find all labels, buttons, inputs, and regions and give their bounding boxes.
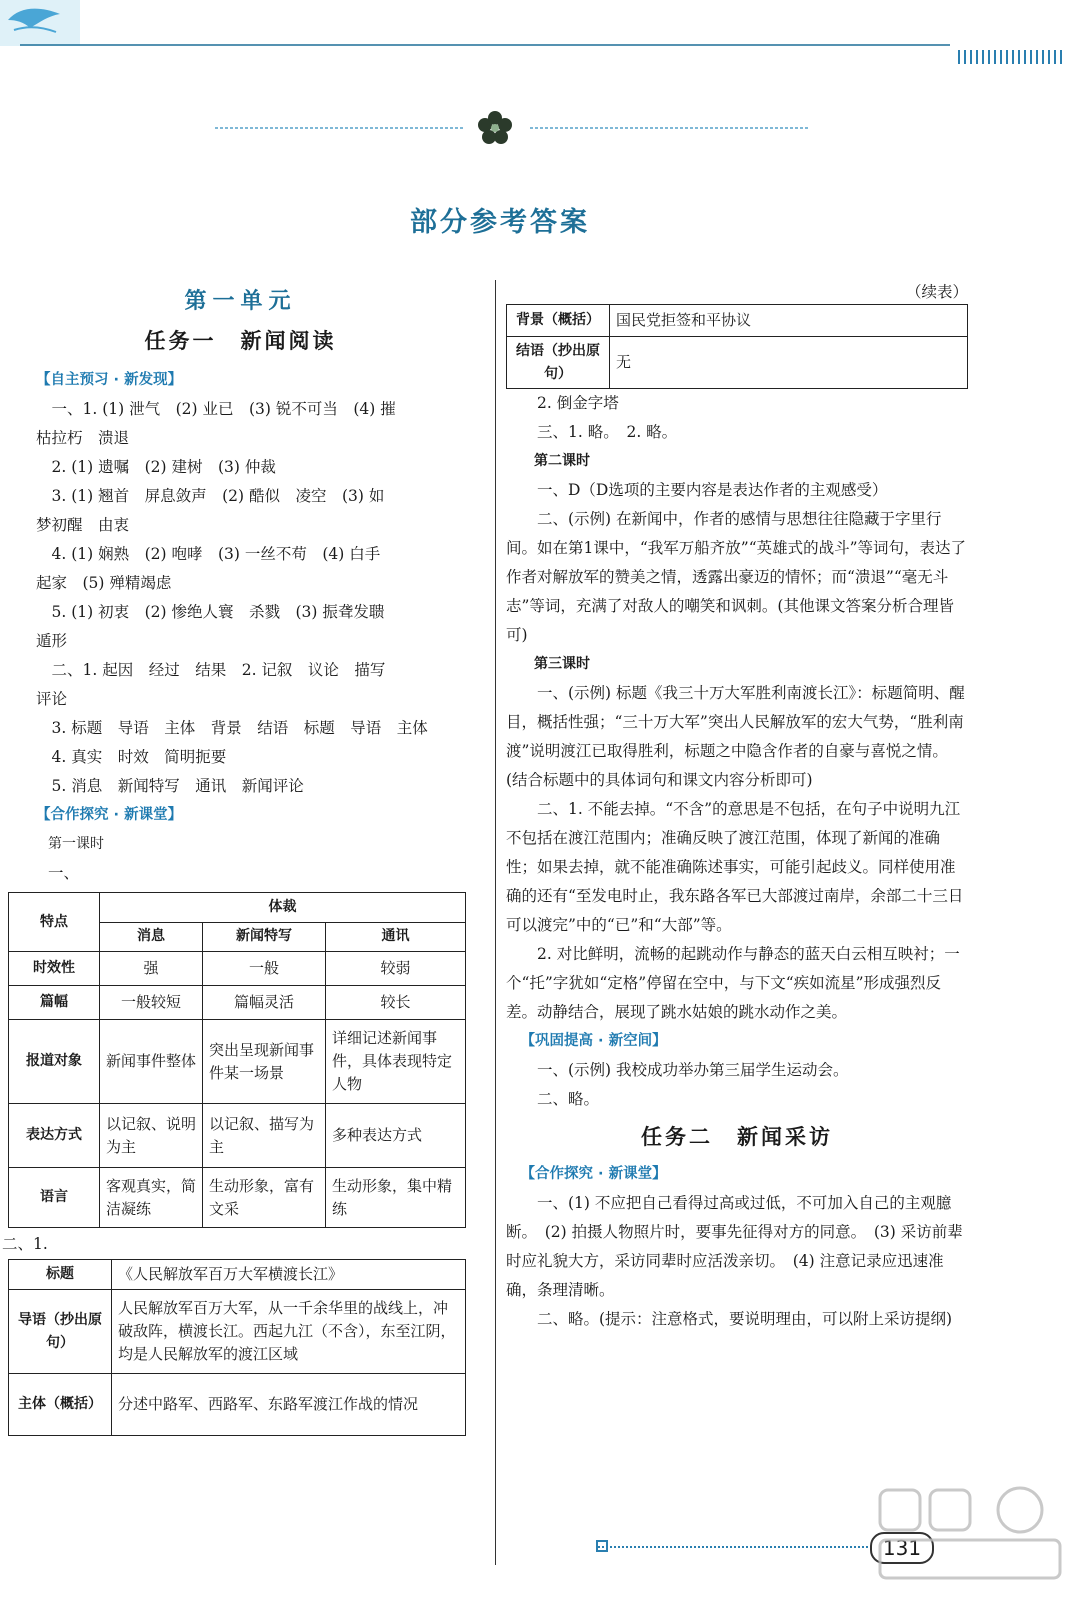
lesson-label: 第三课时	[534, 656, 590, 672]
watermark-logo-icon	[870, 1478, 1070, 1588]
row-label: 报道对象	[9, 1020, 100, 1104]
title-ornament-icon	[210, 108, 820, 148]
footer-dotted-line	[598, 1546, 868, 1548]
row-label: 篇幅	[9, 986, 100, 1020]
answer-line: 2. (1) 遗嘱 (2) 建树 (3) 仲裁	[51, 458, 276, 476]
table-cell: 客观真实，简洁凝练	[100, 1168, 203, 1228]
answer-line: 4. 真实 时效 简明扼要	[51, 748, 227, 766]
answer-line: 一、(示例) 我校成功举办第三届学生运动会。	[537, 1061, 849, 1079]
table-cell: 篇幅灵活	[203, 986, 326, 1020]
answer-line: 梦初醒 由衷	[36, 516, 130, 534]
table-row	[9, 1374, 466, 1436]
answer-line: 5. (1) 初衷 (2) 惨绝人寰 杀戮 (3) 振聋发聩	[51, 603, 385, 621]
answer-line: 评论	[36, 690, 68, 708]
answer-paragraph: 一、(示例) 标题《我三十万大军胜利南渡长江》：标题简明、醒目，概括性强；“三十万大军”突出人民解放军的宏大气势，“胜利南渡”说明渡江已取得胜利，标题之中隐含作者的自豪与喜悦之情。(结合标题中的具体词句和课文内容分析即可)	[506, 684, 965, 789]
table-cell: 详细记述新闻事件，具体表现特定人物	[326, 1020, 466, 1104]
table-group-header: 体裁	[100, 893, 466, 923]
section-heading: 【合作探究 · 新课堂】	[520, 1166, 667, 1182]
table-cell: 新闻事件整体	[100, 1020, 203, 1104]
row-label: 时效性	[9, 952, 100, 986]
lesson-label: 第二课时	[534, 453, 590, 469]
answer-line: 二、1. 起因 经过 结果 2. 记叙 议论 描写	[51, 661, 386, 679]
question-label: 一、	[48, 864, 80, 882]
row-label: 主体（概括）	[9, 1374, 112, 1436]
answer-line: 一、1. (1) 泄气 (2) 业已 (3) 锐不可当 (4) 摧	[51, 400, 396, 418]
table-cell: 以记叙、描写为主	[203, 1104, 326, 1168]
table-corner: 特点	[9, 893, 100, 952]
table-cell: 强	[100, 952, 203, 986]
header-band	[0, 0, 1074, 80]
answer-line: 3. 标题 导语 主体 背景 结语 标题 导语 主体	[51, 719, 428, 737]
page-title: 部分参考答案	[410, 207, 590, 238]
lesson-label: 第一课时	[48, 836, 104, 852]
unit-title: 第一单元	[184, 288, 297, 314]
answer-line: 2. 倒金字塔	[537, 394, 619, 412]
answer-paragraph: 二、(示例) 在新闻中，作者的感情与思想往往隐藏于字里行间。如在第1课中，“我军万船齐放”“英雄式的战斗”等词句，表达了作者对解放军的赞美之情，透露出豪迈的情怀；而“溃退”“毫无斗志”等词，充满了对敌人的嘲笑和讽刺。(其他课文答案分析合理皆可)	[506, 510, 967, 644]
row-label: 表达方式	[9, 1104, 100, 1168]
preview-answers	[8, 395, 473, 801]
row-label: 导语（抄出原句）	[9, 1290, 112, 1374]
answer-line: 遁形	[36, 632, 68, 650]
table-row	[9, 1168, 466, 1228]
column-divider	[495, 280, 496, 1565]
left-column	[2, 282, 473, 1436]
table-row	[9, 1290, 466, 1374]
answer-paragraph: 一、D（D选项的主要内容是表达作者的主观感受）	[537, 481, 888, 499]
question-label: 二、1.	[2, 1235, 48, 1253]
news-structure-table-continued	[506, 304, 968, 389]
task2-title: 任务二 新闻采访	[641, 1124, 833, 1149]
genre-comparison-table	[8, 892, 466, 1228]
table-row	[507, 337, 968, 389]
page-number: 131	[870, 1532, 934, 1564]
row-label: 背景（概括）	[507, 305, 610, 337]
table-cell: 以记叙、说明为主	[100, 1104, 203, 1168]
answer-line: 5. 消息 新闻特写 通讯 新闻评论	[51, 777, 304, 795]
table-row	[9, 1104, 466, 1168]
section-heading: 【自主预习 · 新发现】	[36, 372, 183, 388]
answer-paragraph: 2. 对比鲜明，流畅的起跳动作与静态的蓝天白云相互映衬；一个“托”字犹如“定格”停留在空中，与下文“疾如流星”形成强烈反差。动静结合，展现了跳水姑娘的跳水动作之美。	[506, 945, 960, 1021]
section-heading: 【巩固提高 · 新空间】	[520, 1033, 667, 1049]
answer-line: 起家 (5) 殚精竭虑	[36, 574, 172, 592]
right-column	[506, 282, 968, 1334]
answer-line: 二、略。	[537, 1090, 600, 1108]
table-row	[9, 1260, 466, 1290]
answer-line: 三、1. 略。 2. 略。	[537, 423, 678, 441]
row-label: 结语（抄出原句）	[507, 337, 610, 389]
answer-paragraph: 一、(1) 不应把自己看得过高或过低，不可加入自己的主观臆断。 (2) 拍摄人物照片时，要事先征得对方的同意。 (3) 采访前辈时应礼貌大方，采访同辈时应活泼亲切。 (4) 注意记录应迅速准确，条理清晰。	[506, 1194, 963, 1299]
table-cell: 多种表达方式	[326, 1104, 466, 1168]
row-label: 标题	[9, 1260, 112, 1290]
table-row	[9, 952, 466, 986]
table-cell: 一般较短	[100, 986, 203, 1020]
section-heading: 【合作探究 · 新课堂】	[36, 807, 183, 823]
table-row	[9, 986, 466, 1020]
continued-label: （续表）	[905, 283, 968, 301]
table-cell: 一般	[203, 952, 326, 986]
task1-title: 任务一 新闻阅读	[144, 328, 337, 353]
table-cell: 分述中路军、西路军、东路军渡江作战的情况	[112, 1374, 466, 1436]
table-cell: 国民党拒签和平协议	[610, 305, 968, 337]
table-row	[507, 305, 968, 337]
table-cell: 《人民解放军百万大军横渡长江》	[112, 1260, 466, 1290]
answer-line: 3. (1) 翘首 屏息敛声 (2) 酷似 凌空 (3) 如	[51, 487, 385, 505]
news-structure-table	[8, 1259, 466, 1436]
table-cell: 较弱	[326, 952, 466, 986]
table-col-header: 通讯	[326, 922, 466, 952]
answer-paragraph: 二、略。(提示：注意格式，要说明理由，可以附上采访提纲)	[537, 1310, 953, 1328]
table-cell: 生动形象，集中精练	[326, 1168, 466, 1228]
table-cell: 突出呈现新闻事件某一场景	[203, 1020, 326, 1104]
table-cell: 人民解放军百万大军，从一千余华里的战线上，冲破敌阵，横渡长江。西起九江（不含），东至江阴，均是人民解放军的渡江区域	[112, 1290, 466, 1374]
table-row	[9, 1020, 466, 1104]
answer-paragraph: 二、1. 不能去掉。“不含”的意思是不包括，在句子中说明九江不包括在渡江范围内；准确反映了渡江范围，体现了新闻的准确性；如果去掉，就不能准确陈述事实，可能引起歧义。同样使用准确的还有“至发电时止，我东路各军已大部渡过南岸，余部二十三日可以渡完”中的“已”和“大部”等。	[506, 800, 964, 934]
table-col-header: 新闻特写	[203, 922, 326, 952]
row-label: 语言	[9, 1168, 100, 1228]
table-cell: 生动形象，富有文采	[203, 1168, 326, 1228]
table-cell: 较长	[326, 986, 466, 1020]
answer-line: 枯拉朽 溃退	[36, 429, 130, 447]
table-col-header: 消息	[100, 922, 203, 952]
answer-line: 4. (1) 娴熟 (2) 咆哮 (3) 一丝不苟 (4) 白手	[51, 545, 381, 563]
table-cell: 无	[610, 337, 968, 389]
